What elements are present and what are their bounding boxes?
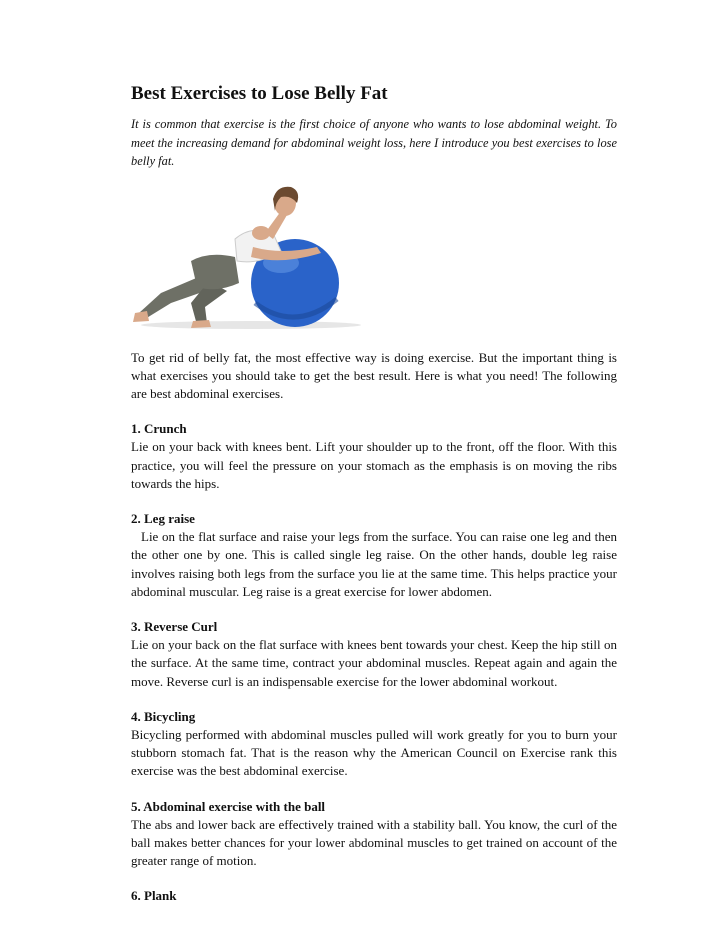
article-intro: It is common that exercise is the first choice of anyone who wants to lose abdominal weight. To meet the increasing demand for abdominal weight loss, here I introduce you best exercises to lose belly fat. <box>131 117 617 168</box>
section-heading: 2. Leg raise <box>131 510 195 526</box>
section-ball-exercise <box>131 798 617 871</box>
section-text: Lie on your back on the flat surface with knees bent towards your chest. Keep the hip still on the surface. At the same time, contract your abdominal muscles. Repeat again and again the move. Reverse curl is an indispensable exercise for the lower abdominal workout. <box>131 637 617 689</box>
section-text: Lie on the flat surface and raise your legs from the surface. You can raise one leg and then the other one by one. This is called single leg raise. On the other hands, double leg raise involves raising both legs from the surface you lie at the same time. This helps practice your abdominal muscular. Leg raise is a great exercise for lower abdomen. <box>131 529 617 599</box>
section-text: Bicycling performed with abdominal muscles pulled will work greatly for you to burn your stubborn stomach fat. That is the reason why the American Council on Exercise rank this exercise was the best abdominal exercise. <box>131 726 617 779</box>
section-bicycling <box>131 708 617 781</box>
section-heading: 3. Reverse Curl <box>131 618 218 634</box>
woman-on-ball-illustration <box>131 181 363 331</box>
section-plank <box>131 887 617 905</box>
section-heading: 1. Crunch <box>131 421 187 437</box>
section-heading: 4. Bicycling <box>131 708 196 724</box>
section-reverse-curl <box>131 618 617 691</box>
article-lead-paragraph: To get rid of belly fat, the most effective way is doing exercise. But the important thing is what exercises you should take to get the best result. Here is what you need! The following are best abdominal exercises. <box>131 349 617 401</box>
section-text: Lie on your back with knees bent. Lift your shoulder up to the front, off the floor. With this practice, you will feel the pressure on your stomach as the emphasis is on moving the ribs towards the hips. <box>131 439 617 491</box>
exercise-ball-photo <box>131 181 363 331</box>
document-page <box>131 82 617 906</box>
article-title: Best Exercises to Lose Belly Fat <box>131 83 388 104</box>
section-crunch <box>131 420 617 493</box>
section-text: The abs and lower back are effectively trained with a stability ball. You know, the curl of the ball makes better chances for your lower abdominal muscles to get trained on account of the greater range of motion. <box>131 816 617 869</box>
section-heading: 5. Abdominal exercise with the ball <box>131 798 326 814</box>
section-leg-raise <box>131 510 617 601</box>
section-heading: 6. Plank <box>131 888 177 904</box>
